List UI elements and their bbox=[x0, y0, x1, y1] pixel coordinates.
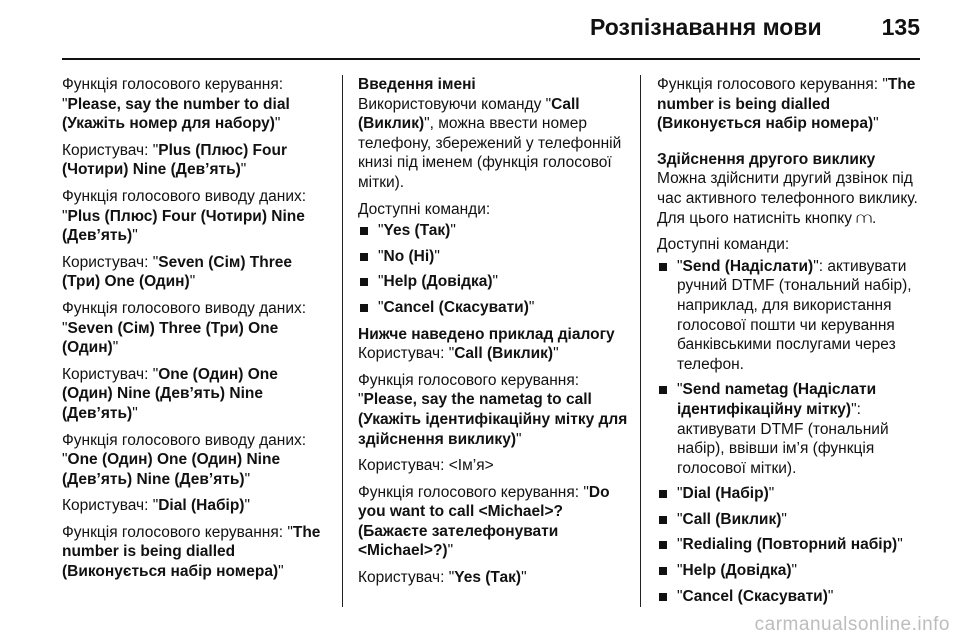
col1-para: Функція голосового виводу даних: "Seven (Сім) Three (Три) One (Один)" bbox=[62, 299, 307, 357]
col2-intro: Використовуючи команду "Call (Виклик)", можна ввести номер телефону, збережений у телефонній книзі під іменем (функція голосової мітки). bbox=[358, 95, 622, 191]
column-divider-2 bbox=[640, 75, 641, 607]
list-item: "Send nametag (Надіслати ідентифікаційну мітку)": активувати DTMF (тональний набір), ввівши ім’я (функція голосової мітки). bbox=[657, 380, 925, 478]
list-item: "Help (Довідка)" bbox=[358, 272, 628, 292]
list-item: "No (Ні)" bbox=[358, 247, 628, 267]
list-item: "Send (Надіслати)": активувати ручний DTMF (тональний набір), наприклад, для використання голосової пошти чи керування банківськими послугами через телефон. bbox=[657, 257, 925, 375]
col2-command-list bbox=[358, 221, 628, 317]
page-number: 135 bbox=[881, 14, 920, 40]
header-rule bbox=[62, 58, 920, 60]
col3-available-label: Доступні команди: bbox=[657, 236, 790, 254]
list-item: "Call (Виклик)" bbox=[657, 510, 925, 530]
section-heading-name-entry: Введення імені bbox=[358, 76, 476, 93]
list-item: "Yes (Так)" bbox=[358, 221, 628, 241]
col1-para: Користувач: "Seven (Сім) Three (Три) One (Один)" bbox=[62, 253, 293, 291]
col2-dialog: Користувач: "Call (Виклик)" bbox=[358, 345, 559, 363]
column-1 bbox=[62, 75, 332, 589]
col2-available-label: Доступні команди: bbox=[358, 200, 491, 218]
watermark: carmanualsonline.info bbox=[754, 614, 950, 635]
col2-dialog: Користувач: "Yes (Так)" bbox=[358, 569, 527, 587]
col1-para: Функція голосового виводу даних: "One (Один) One (Один) Nine (Дев’ять) Nine (Дев’ять)" bbox=[62, 431, 307, 488]
list-item: "Cancel (Скасувати)" bbox=[657, 587, 925, 607]
col2-dialog: Функція голосового керування: "Do you want to call <Michael>? (Бажаєте зателефонувати <Michael>?)" bbox=[358, 483, 610, 560]
page-title: Розпізнавання мови bbox=[590, 14, 822, 40]
column-3 bbox=[657, 75, 925, 613]
section-heading-second-call: Здійснення другого виклику bbox=[657, 150, 876, 168]
list-item: "Help (Довідка)" bbox=[657, 561, 925, 581]
list-item: "Dial (Набір)" bbox=[657, 484, 925, 504]
column-divider-1 bbox=[342, 75, 343, 607]
col3-first-para: Функція голосового керування: "The number is being dialled (Виконується набір номера)" bbox=[657, 76, 916, 133]
section-heading-example: Нижче наведено приклад діалогу bbox=[358, 325, 615, 343]
col2-dialog: Функція голосового керування: "Please, say the nametag to call (Укажіть ідентифікаційну мітку для здійснення виклику)" bbox=[358, 371, 628, 448]
col1-para: Користувач: "Dial (Набір)" bbox=[62, 497, 250, 515]
col1-para: Функція голосового керування: "Please, say the number to dial (Укажіть номер для набору)" bbox=[62, 76, 290, 133]
col3-command-list bbox=[657, 257, 925, 607]
list-item: "Cancel (Скасувати)" bbox=[358, 298, 628, 318]
col1-para: Користувач: "Plus (Плюс) Four (Чотири) Nine (Дев’ять)" bbox=[62, 141, 287, 179]
col3-body: Можна здійснити другий дзвінок під час активного телефонного виклику. Для цього натисніть кнопку ⩋. bbox=[657, 170, 918, 227]
phone-button-icon: ⩋ bbox=[856, 209, 872, 227]
column-2 bbox=[358, 75, 628, 595]
col2-dialog: Користувач: <Ім’я> bbox=[358, 457, 494, 475]
list-item: "Redialing (Повторний набір)" bbox=[657, 535, 925, 555]
col1-para: Користувач: "One (Один) One (Один) Nine (Дев’ять) Nine (Дев’ять)" bbox=[62, 365, 278, 422]
col1-para: Функція голосового керування: "The number is being dialled (Виконується набір номера)" bbox=[62, 523, 321, 581]
col1-para: Функція голосового виводу даних: "Plus (Плюс) Four (Чотири) Nine (Дев’ять)" bbox=[62, 187, 307, 245]
